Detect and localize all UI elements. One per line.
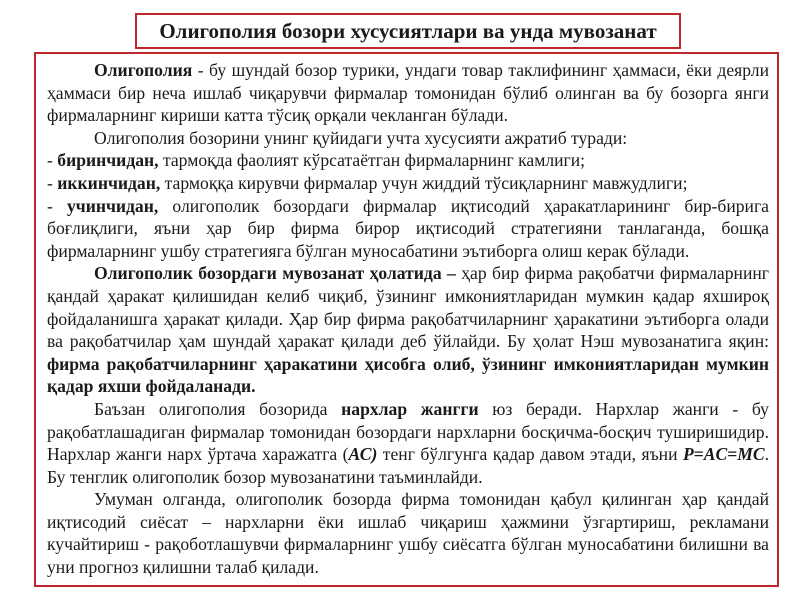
price-war-text-1: Баъзан олигополия бозорида bbox=[94, 398, 342, 419]
average-cost-label: АС) bbox=[348, 444, 378, 465]
paragraph-price-war bbox=[47, 398, 769, 488]
title-frame bbox=[135, 13, 681, 49]
list-dash: - bbox=[47, 195, 67, 216]
list-item-third bbox=[47, 195, 769, 263]
features-intro-text: Олигополия бозорини унинг қуйидаги учта хусусияти ажратиб туради: bbox=[94, 127, 628, 148]
list-term-second: иккинчидан, bbox=[57, 172, 161, 193]
list-item-second bbox=[47, 172, 769, 195]
price-war-text-2: юз беради. Нархлар жанги - бу рақобатлашадиган фирмалар томонидан бозордаги нархларни босқичма-босқич туширишидир. Нархлар жанги нарх ўртача харажатга ( bbox=[47, 398, 769, 465]
content-frame bbox=[34, 52, 779, 587]
term-price-war: нархлар жангги bbox=[341, 398, 479, 419]
list-term-third: учинчидан, bbox=[66, 195, 159, 216]
equilibrium-text: ҳар бир фирма рақобатчи фирмаларнинг қандай ҳаракат қилишидан келиб чиқиб, ўзининг имкониятларидан мумкин қадар яхшироқ фойдаланишга ҳаракат қилади. Ҳар бир фирма рақобатчиларнинг ҳаракатини эътиборга олади ва рақобатчилар ҳам шундай ҳаракат қилади деб ўйлайди. Бу ҳолат Нэш мувозанатига яқин: bbox=[47, 263, 769, 352]
paragraph-definition bbox=[47, 59, 769, 127]
list-dash: - bbox=[47, 172, 58, 193]
paragraph-features-intro bbox=[47, 127, 769, 150]
price-war-text-4: . Бу тенглик олигополик бозор мувозанатини таъминлайди. bbox=[47, 444, 769, 487]
term-oligopoly: Олигополия bbox=[94, 60, 193, 80]
list-text-first: тармоқда фаолият кўрсатаётган фирмаларнинг камлиги; bbox=[158, 150, 586, 171]
list-term-first: биринчидан, bbox=[57, 150, 159, 171]
price-war-text-3: тенг бўлгунга қадар давом этади, яъни bbox=[377, 444, 683, 465]
summary-text: Умуман олганда, олигополик бозорда фирма томонидан қабул қилинган ҳар қандай иқтисодий сиёсат – нархларни ёки ишлаб чиқариш ҳажмини ўзгартириш, рекламани кучайтириш - рақоботлашувчи фирмаларнинг ушбу сиёсатга бўлган муносабатини билишни ва уни прогноз қилишни талаб қилади. bbox=[47, 489, 769, 578]
list-item-first bbox=[47, 149, 769, 172]
definition-text: - бу шундай бозор турики, ундаги товар таклифининг ҳаммаси, ёки деярли ҳаммаси бир неча ишлаб чиқарувчи фирмалар томонидан бўлиб олинган ва бу бозорга янги фирмаларнинг кириши катта тўсиқ орқали чекланган бўлади. bbox=[47, 60, 769, 126]
page-title: Олигополия бозори хусусиятлари ва унда мувозанат bbox=[159, 18, 657, 43]
equilibrium-formula: P=AC=MC bbox=[682, 444, 765, 465]
paragraph-summary bbox=[47, 488, 769, 578]
equilibrium-conclusion: фирма рақобатчиларнинг ҳаракатини ҳисобга олиб, ўзининг имкониятларидан мумкин қадар яхши фойдаланади. bbox=[47, 353, 769, 397]
list-text-second: тармоққа кирувчи фирмалар учун жиддий тўсиқларнинг мавжудлиги; bbox=[160, 172, 688, 193]
list-dash: - bbox=[47, 150, 58, 171]
term-equilibrium: Олигополик бозордаги мувозанат ҳолатида – bbox=[94, 263, 456, 284]
list-text-third: олигополик бозордаги фирмалар иқтисодий ҳаракатларининг бир-бирига боғлиқлиги, яъни ҳар бир фирма бирор иқтисодий стратегияни танлаганда, бошқа фирмаларнинг ушбу стратегияга бўлган муносабатини эътиборга олиш керак бўлади. bbox=[47, 195, 769, 261]
paragraph-equilibrium bbox=[47, 262, 769, 398]
